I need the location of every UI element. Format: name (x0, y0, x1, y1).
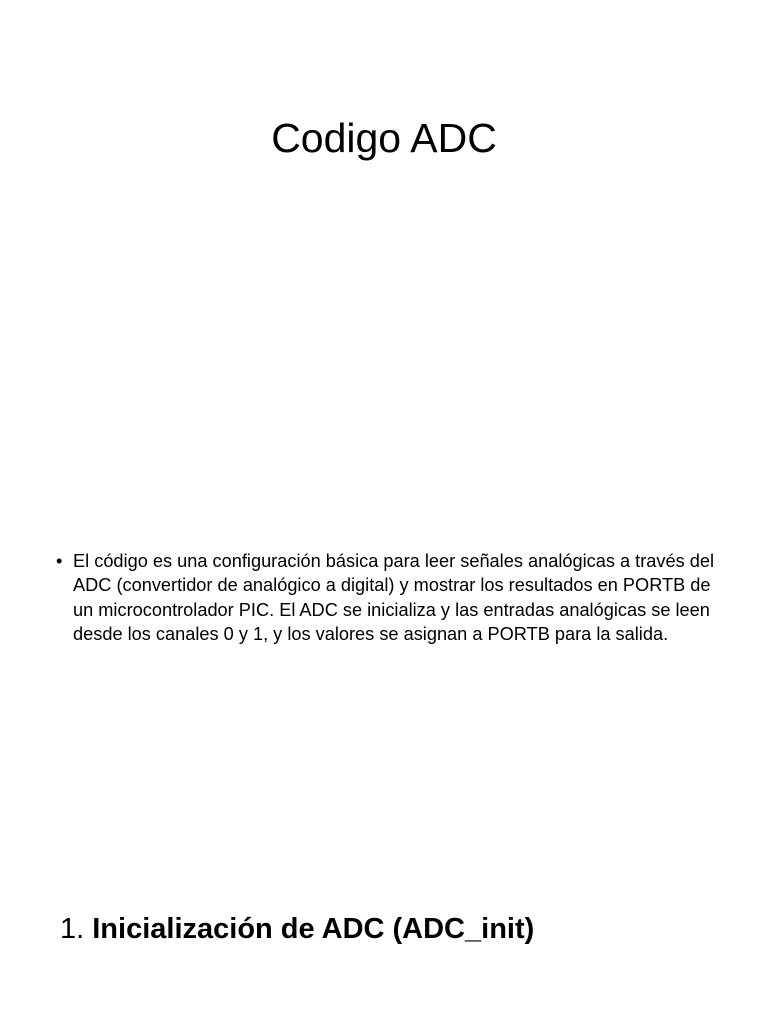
bullet-icon: • (56, 551, 63, 571)
slide-title: Codigo ADC (271, 115, 497, 161)
bullet-text: El código es una configuración básica para leer señales analógicas a través del ADC (convertidor de analógico a digital) y mostrar los resultados en PORTB de un microcontrolador PIC. El ADC se inicializa y las entradas analógicas se leen desde los canales 0 y 1, y los valores se asignan a PORTB para la salida. (73, 551, 715, 645)
section-label: Inicialización de ADC (ADC_init) (92, 913, 535, 945)
bullet-item (56, 549, 716, 647)
section-heading (60, 906, 534, 952)
section-number: 1. (60, 913, 93, 945)
bullet-list (56, 549, 716, 647)
